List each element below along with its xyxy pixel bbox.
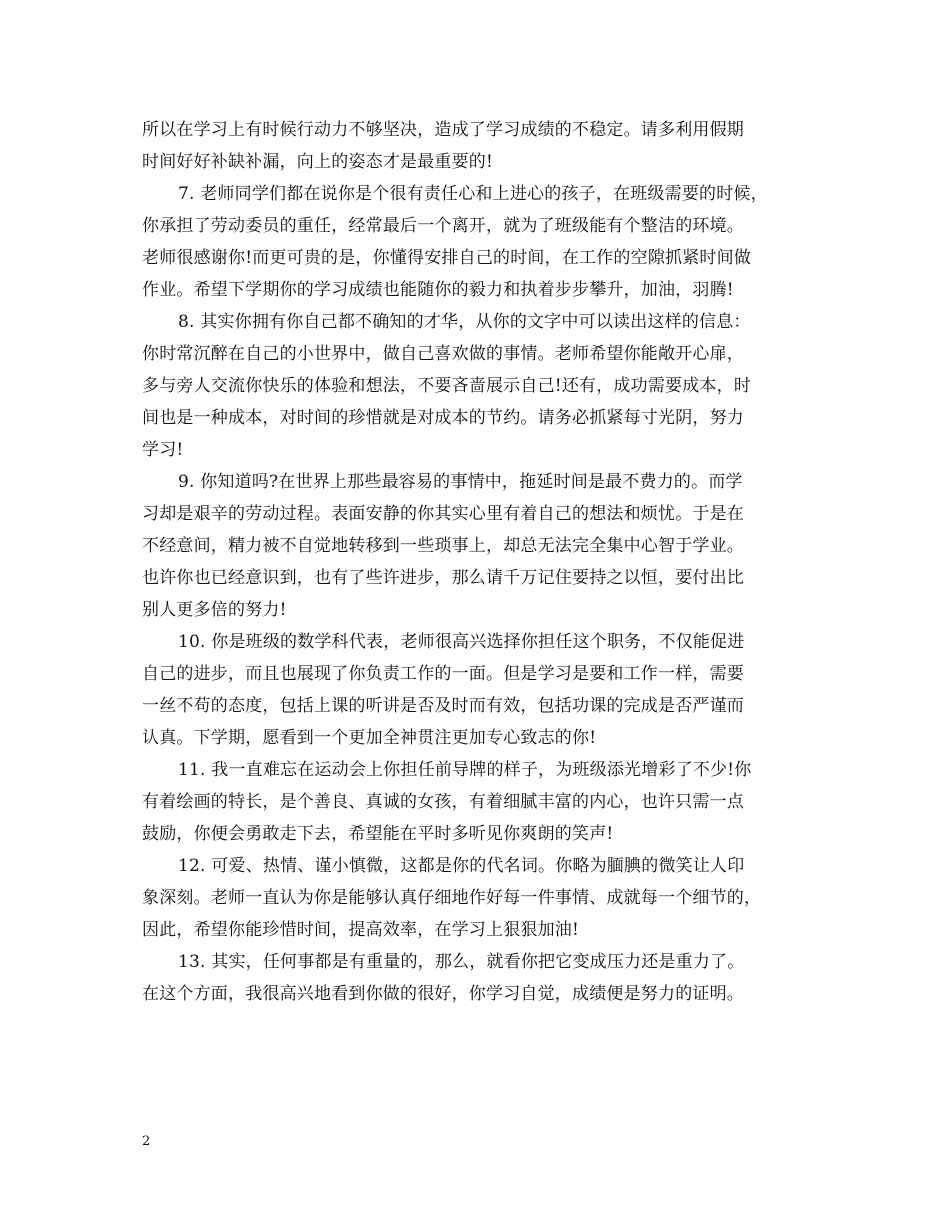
text-line: 你承担了劳动委员的重任，经常最后一个离开，就为了班级能有个整洁的环境。 (142, 216, 744, 236)
text-line: 象深刻。老师一直认为你是能够认真仔细地作好每一件事情、成就每一个细节的， (142, 888, 762, 908)
paragraph-start-line: 11. 我一直难忘在运动会上你担任前导牌的样子，为班级添光增彩了不少!你 (178, 760, 752, 780)
paragraph-start-line: 13. 其实，任何事都是有重量的，那么，就看你把它变成压力还是重力了。 (178, 952, 745, 972)
text-line: 也许你也已经意识到，也有了些许进步，那么请千万记住要持之以恒，要付出比 (142, 568, 744, 588)
paragraph-start-line: 7. 老师同学们都在说你是个很有责任心和上进心的孩子，在班级需要的时候， (178, 184, 768, 204)
paragraph-start-line: 8. 其实你拥有你自己都不确知的才华，从你的文字中可以读出这样的信息： (178, 312, 751, 332)
text-line: 别人更多倍的努力! (142, 600, 287, 620)
text-line: 因此，希望你能珍惜时间，提高效率，在学习上狠狠加油! (142, 920, 580, 940)
document-body (142, 114, 808, 1010)
text-line: 时间好好补缺补漏，向上的姿态才是最重要的! (142, 152, 494, 172)
paragraph-start-line: 12. 可爱、热情、谨小慎微，这都是你的代名词。你略为腼腆的微笑让人印 (178, 856, 745, 876)
text-line: 一丝不苟的态度，包括上课的听讲是否及时而有效，包括功课的完成是否严谨而 (142, 696, 744, 716)
text-line: 你时常沉醉在自己的小世界中，做自己喜欢做的事情。老师希望你能敞开心扉， (142, 344, 744, 364)
text-line: 认真。下学期，愿看到一个更加全神贯注更加专心致志的你! (142, 728, 597, 748)
text-line: 有着绘画的特长，是个善良、真诚的女孩，有着细腻丰富的内心，也许只需一点 (142, 792, 744, 812)
text-line: 鼓励，你便会勇敢走下去，希望能在平时多听见你爽朗的笑声! (142, 824, 614, 844)
text-line: 不经意间，精力被不自觉地转移到一些琐事上，却总无法完全集中心智于学业。 (142, 536, 744, 556)
text-line: 在这个方面，我很高兴地看到你做的很好，你学习自觉，成绩便是努力的证明。 (142, 984, 744, 1004)
text-line: 习却是艰辛的劳动过程。表面安静的你其实心里有着自己的想法和烦忧。于是在 (142, 504, 744, 524)
text-line: 多与旁人交流你快乐的体验和想法，不要吝啬展示自己!还有，成功需要成本，时 (142, 376, 752, 396)
page-number: 2 (142, 1134, 151, 1149)
text-line: 老师很感谢你!而更可贵的是，你懂得安排自己的时间，在工作的空隙抓紧时间做 (142, 248, 752, 268)
paragraph-start-line: 10. 你是班级的数学科代表，老师很高兴选择你担任这个职务，不仅能促进 (178, 632, 745, 652)
text-line: 自己的进步，而且也展现了你负责工作的一面。但是学习是要和工作一样，需要 (142, 664, 744, 684)
text-line: 所以在学习上有时候行动力不够坚决，造成了学习成绩的不稳定。请多利用假期 (142, 120, 744, 140)
paragraph-start-line: 9. 你知道吗?在世界上那些最容易的事情中，拖延时间是最不费力的。而学 (178, 472, 743, 492)
text-line: 作业。希望下学期你的学习成绩也能随你的毅力和执着步步攀升，加油，羽腾! (142, 280, 734, 300)
text-line: 学习! (142, 440, 184, 460)
text-line: 间也是一种成本，对时间的珍惜就是对成本的节约。请务必抓紧每寸光阴，努力 (142, 408, 744, 428)
